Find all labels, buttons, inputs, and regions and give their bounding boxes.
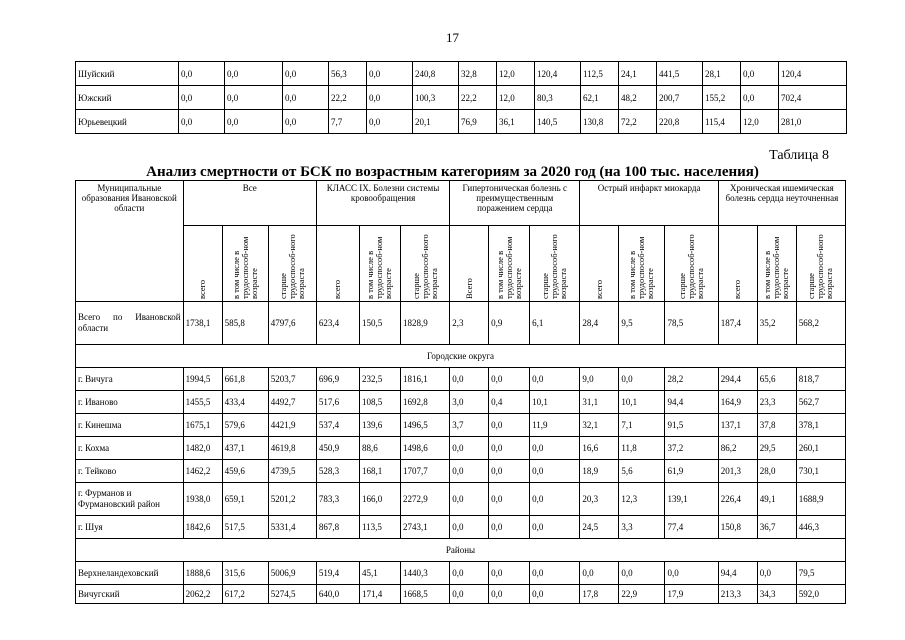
subheader-label: в том числе в трудоспособ-ном возрасте xyxy=(494,236,523,299)
value-cell: 164,9 xyxy=(718,391,757,414)
mortality-table xyxy=(75,180,846,604)
table-title: Анализ смертности от БСК по возрастным категориям за 2020 год (на 100 тыс. населения) xyxy=(146,164,759,180)
value-cell: 818,7 xyxy=(796,368,845,391)
table-row xyxy=(76,368,846,391)
value-cell: 5,6 xyxy=(619,460,665,483)
row-label: г. Шуя xyxy=(76,516,184,539)
value-cell: 0,0 xyxy=(530,483,580,516)
value-cell: 1496,5 xyxy=(400,414,449,437)
value-cell: 5203,7 xyxy=(268,368,316,391)
value-cell: 0,0 xyxy=(489,483,530,516)
header-group-class-ix: КЛАСС IX. Болезни системы кровообращения xyxy=(316,181,449,226)
value-cell: 226,4 xyxy=(718,483,757,516)
value-cell: 459,6 xyxy=(222,460,268,483)
value-cell: 702,4 xyxy=(779,86,847,110)
value-cell: 17,8 xyxy=(580,585,619,604)
value-cell: 11,8 xyxy=(619,437,665,460)
value-cell: 28,4 xyxy=(580,302,619,345)
table-row xyxy=(76,437,846,460)
value-cell: 61,9 xyxy=(665,460,718,483)
value-cell: 0,0 xyxy=(530,516,580,539)
value-cell: 0,0 xyxy=(489,585,530,604)
value-cell: 5331,4 xyxy=(268,516,316,539)
value-cell: 213,3 xyxy=(718,585,757,604)
value-cell: 1482,0 xyxy=(183,437,222,460)
row-label: Шуйский xyxy=(76,62,179,86)
value-cell: 72,2 xyxy=(619,110,657,134)
value-cell: 281,0 xyxy=(779,110,847,134)
value-cell: 0,0 xyxy=(530,460,580,483)
value-cell: 91,5 xyxy=(665,414,718,437)
value-cell: 585,8 xyxy=(222,302,268,345)
value-cell: 3,0 xyxy=(450,391,489,414)
value-cell: 12,0 xyxy=(741,110,779,134)
value-cell: 17,9 xyxy=(665,585,718,604)
value-cell: 65,6 xyxy=(757,368,796,391)
subheader-label: в том числе в трудоспособ-ном возрасте xyxy=(365,236,394,299)
value-cell: 0,0 xyxy=(450,562,489,585)
value-cell: 0,0 xyxy=(179,86,225,110)
row-label: Верхнеландеховский xyxy=(76,562,184,585)
value-cell: 115,4 xyxy=(703,110,741,134)
value-cell: 32,8 xyxy=(459,62,497,86)
value-cell: 0,0 xyxy=(179,62,225,86)
value-cell: 450,9 xyxy=(316,437,359,460)
row-label: г. Вичуга xyxy=(76,368,184,391)
value-cell: 20,3 xyxy=(580,483,619,516)
value-cell: 0,4 xyxy=(489,391,530,414)
table-row xyxy=(76,585,846,604)
value-cell: 120,4 xyxy=(535,62,581,86)
table-row xyxy=(76,562,846,585)
value-cell: 0,0 xyxy=(450,516,489,539)
subheader-label: старше трудоспособ-ного возраста xyxy=(277,233,306,299)
value-cell: 11,9 xyxy=(530,414,580,437)
value-cell: 1994,5 xyxy=(183,368,222,391)
value-cell: 0,0 xyxy=(283,110,329,134)
continued-table xyxy=(75,61,847,134)
value-cell: 140,5 xyxy=(535,110,581,134)
value-cell: 0,0 xyxy=(741,86,779,110)
value-cell: 1842,6 xyxy=(183,516,222,539)
value-cell: 100,3 xyxy=(413,86,459,110)
value-cell: 94,4 xyxy=(718,562,757,585)
value-cell: 130,8 xyxy=(581,110,619,134)
value-cell: 108,5 xyxy=(359,391,400,414)
value-cell: 0,9 xyxy=(489,302,530,345)
page-number: 17 xyxy=(446,30,459,45)
value-cell: 4797,6 xyxy=(268,302,316,345)
value-cell: 2743,1 xyxy=(400,516,449,539)
value-cell: 0,0 xyxy=(489,516,530,539)
value-cell: 730,1 xyxy=(796,460,845,483)
value-cell: 10,1 xyxy=(619,391,665,414)
value-cell: 77,4 xyxy=(665,516,718,539)
subheader-label: всего xyxy=(593,279,604,299)
header-row-subcolumns xyxy=(76,226,846,302)
value-cell: 0,0 xyxy=(450,585,489,604)
value-cell: 86,2 xyxy=(718,437,757,460)
value-cell: 201,3 xyxy=(718,460,757,483)
section-city-districts xyxy=(76,345,846,368)
value-cell: 1888,6 xyxy=(183,562,222,585)
value-cell: 5006,9 xyxy=(268,562,316,585)
value-cell: 5201,2 xyxy=(268,483,316,516)
value-cell: 2062,2 xyxy=(183,585,222,604)
table-row xyxy=(76,391,846,414)
value-cell: 32,1 xyxy=(580,414,619,437)
value-cell: 0,0 xyxy=(489,460,530,483)
value-cell: 36,7 xyxy=(757,516,796,539)
header-group-chronic-ischemic: Хроническая ишемическая болезнь сердца неуточненная xyxy=(718,181,845,226)
value-cell: 34,3 xyxy=(757,585,796,604)
value-cell: 80,3 xyxy=(535,86,581,110)
value-cell: 37,2 xyxy=(665,437,718,460)
value-cell: 232,5 xyxy=(359,368,400,391)
value-cell: 120,4 xyxy=(779,62,847,86)
section-label: Городские округа xyxy=(76,345,846,368)
value-cell: 1738,1 xyxy=(183,302,222,345)
subheader-label: всего xyxy=(332,279,343,299)
value-cell: 150,8 xyxy=(718,516,757,539)
value-cell: 12,0 xyxy=(497,62,535,86)
row-label: Южский xyxy=(76,86,179,110)
value-cell: 1440,3 xyxy=(400,562,449,585)
value-cell: 0,0 xyxy=(283,86,329,110)
value-cell: 0,0 xyxy=(580,562,619,585)
value-cell: 78,5 xyxy=(665,302,718,345)
value-cell: 0,0 xyxy=(489,368,530,391)
value-cell: 18,9 xyxy=(580,460,619,483)
value-cell: 7,1 xyxy=(619,414,665,437)
value-cell: 166,0 xyxy=(359,483,400,516)
table-row xyxy=(76,460,846,483)
mortality-table-body xyxy=(76,181,846,604)
value-cell: 2272,9 xyxy=(400,483,449,516)
value-cell: 79,5 xyxy=(796,562,845,585)
subheader-cell xyxy=(450,226,489,302)
row-label: Всего по Ивановской области xyxy=(76,302,184,345)
value-cell: 56,3 xyxy=(329,62,367,86)
value-cell: 6,1 xyxy=(530,302,580,345)
value-cell: 4421,9 xyxy=(268,414,316,437)
value-cell: 28,2 xyxy=(665,368,718,391)
subheader-label: старше трудоспособ-ного возраста xyxy=(806,233,835,299)
value-cell: 24,5 xyxy=(580,516,619,539)
value-cell: 76,9 xyxy=(459,110,497,134)
table-row xyxy=(76,414,846,437)
subheader-cell xyxy=(718,226,757,302)
value-cell: 3,3 xyxy=(619,516,665,539)
header-group-all: Все xyxy=(183,181,316,226)
value-cell: 49,1 xyxy=(757,483,796,516)
subheader-label: всего xyxy=(197,279,208,299)
subheader-label: старше трудоспособ-ного возраста xyxy=(677,233,706,299)
value-cell: 260,1 xyxy=(796,437,845,460)
value-cell: 0,0 xyxy=(450,483,489,516)
value-cell: 433,4 xyxy=(222,391,268,414)
value-cell: 294,4 xyxy=(718,368,757,391)
value-cell: 150,5 xyxy=(359,302,400,345)
subheader-cell xyxy=(665,226,718,302)
row-label: г. Иваново xyxy=(76,391,184,414)
value-cell: 867,8 xyxy=(316,516,359,539)
table-row xyxy=(76,86,847,110)
value-cell: 3,7 xyxy=(450,414,489,437)
value-cell: 9,0 xyxy=(580,368,619,391)
value-cell: 1816,1 xyxy=(400,368,449,391)
value-cell: 12,3 xyxy=(619,483,665,516)
subheader-label: старше трудоспособ-ного возраста xyxy=(540,233,569,299)
value-cell: 24,1 xyxy=(619,62,657,86)
value-cell: 562,7 xyxy=(796,391,845,414)
section-districts xyxy=(76,539,846,562)
value-cell: 0,0 xyxy=(489,562,530,585)
value-cell: 36,1 xyxy=(497,110,535,134)
table-number: Таблица 8 xyxy=(769,148,829,163)
subheader-label: в том числе в трудоспособ-ном возрасте xyxy=(762,236,791,299)
value-cell: 0,0 xyxy=(367,110,413,134)
value-cell: 0,0 xyxy=(450,437,489,460)
header-group-infarction: Острый инфаркт миокарда xyxy=(580,181,718,226)
subheader-label: старше трудоспособ-ного возраста xyxy=(410,233,439,299)
value-cell: 5274,5 xyxy=(268,585,316,604)
value-cell: 45,1 xyxy=(359,562,400,585)
value-cell: 0,0 xyxy=(450,368,489,391)
value-cell: 4739,5 xyxy=(268,460,316,483)
value-cell: 0,0 xyxy=(619,562,665,585)
value-cell: 783,3 xyxy=(316,483,359,516)
value-cell: 220,8 xyxy=(657,110,703,134)
value-cell: 29,5 xyxy=(757,437,796,460)
value-cell: 200,7 xyxy=(657,86,703,110)
subheader-cell xyxy=(489,226,530,302)
value-cell: 0,0 xyxy=(283,62,329,86)
value-cell: 0,0 xyxy=(665,562,718,585)
value-cell: 0,0 xyxy=(530,437,580,460)
value-cell: 537,4 xyxy=(316,414,359,437)
value-cell: 139,1 xyxy=(665,483,718,516)
section-label: Районы xyxy=(76,539,846,562)
value-cell: 617,2 xyxy=(222,585,268,604)
value-cell: 446,3 xyxy=(796,516,845,539)
row-label: г. Тейково xyxy=(76,460,184,483)
total-row xyxy=(76,302,846,345)
value-cell: 1462,2 xyxy=(183,460,222,483)
row-label: г. Фурманов и Фурмановский район xyxy=(76,483,184,516)
value-cell: 640,0 xyxy=(316,585,359,604)
value-cell: 16,6 xyxy=(580,437,619,460)
row-label: г. Кохма xyxy=(76,437,184,460)
header-group-hypertension: Гипертоническая болезнь с преимущественным поражением сердца xyxy=(450,181,580,226)
value-cell: 2,3 xyxy=(450,302,489,345)
value-cell: 10,1 xyxy=(530,391,580,414)
table-row xyxy=(76,110,847,134)
value-cell: 48,2 xyxy=(619,86,657,110)
value-cell: 1938,0 xyxy=(183,483,222,516)
value-cell: 378,1 xyxy=(796,414,845,437)
value-cell: 1828,9 xyxy=(400,302,449,345)
value-cell: 592,0 xyxy=(796,585,845,604)
value-cell: 0,0 xyxy=(225,62,283,86)
value-cell: 94,4 xyxy=(665,391,718,414)
value-cell: 0,0 xyxy=(450,460,489,483)
value-cell: 1498,6 xyxy=(400,437,449,460)
table-row xyxy=(76,516,846,539)
subheader-label: в том числе в трудоспособ-ном возрасте xyxy=(230,236,259,299)
value-cell: 659,1 xyxy=(222,483,268,516)
value-cell: 437,1 xyxy=(222,437,268,460)
value-cell: 113,5 xyxy=(359,516,400,539)
value-cell: 1692,8 xyxy=(400,391,449,414)
value-cell: 0,0 xyxy=(619,368,665,391)
value-cell: 37,8 xyxy=(757,414,796,437)
value-cell: 0,0 xyxy=(489,437,530,460)
value-cell: 661,8 xyxy=(222,368,268,391)
value-cell: 0,0 xyxy=(367,62,413,86)
value-cell: 7,7 xyxy=(329,110,367,134)
subheader-cell xyxy=(757,226,796,302)
subheader-cell xyxy=(359,226,400,302)
value-cell: 31,1 xyxy=(580,391,619,414)
value-cell: 568,2 xyxy=(796,302,845,345)
subheader-cell xyxy=(580,226,619,302)
value-cell: 1668,5 xyxy=(400,585,449,604)
value-cell: 9,5 xyxy=(619,302,665,345)
value-cell: 112,5 xyxy=(581,62,619,86)
value-cell: 0,0 xyxy=(225,110,283,134)
value-cell: 20,1 xyxy=(413,110,459,134)
value-cell: 0,0 xyxy=(757,562,796,585)
value-cell: 28,1 xyxy=(703,62,741,86)
row-label: г. Кинешма xyxy=(76,414,184,437)
subheader-cell xyxy=(796,226,845,302)
value-cell: 0,0 xyxy=(367,86,413,110)
value-cell: 517,5 xyxy=(222,516,268,539)
row-label: Юрьевецкий xyxy=(76,110,179,134)
value-cell: 315,6 xyxy=(222,562,268,585)
value-cell: 1455,5 xyxy=(183,391,222,414)
value-cell: 22,2 xyxy=(329,86,367,110)
value-cell: 0,0 xyxy=(489,414,530,437)
value-cell: 0,0 xyxy=(225,86,283,110)
subheader-label: Всего xyxy=(463,277,474,299)
value-cell: 0,0 xyxy=(530,368,580,391)
value-cell: 187,4 xyxy=(718,302,757,345)
subheader-cell xyxy=(316,226,359,302)
value-cell: 0,0 xyxy=(530,562,580,585)
value-cell: 1675,1 xyxy=(183,414,222,437)
subheader-cell xyxy=(400,226,449,302)
value-cell: 517,6 xyxy=(316,391,359,414)
subheader-cell xyxy=(530,226,580,302)
value-cell: 88,6 xyxy=(359,437,400,460)
value-cell: 4619,8 xyxy=(268,437,316,460)
value-cell: 155,2 xyxy=(703,86,741,110)
header-row-groups xyxy=(76,181,846,226)
value-cell: 1707,7 xyxy=(400,460,449,483)
value-cell: 623,4 xyxy=(316,302,359,345)
subheader-label: в том числе в трудоспособ-ном возрасте xyxy=(627,236,656,299)
value-cell: 0,0 xyxy=(530,585,580,604)
value-cell: 12,0 xyxy=(497,86,535,110)
value-cell: 137,1 xyxy=(718,414,757,437)
row-label: Вичугский xyxy=(76,585,184,604)
header-municipality: Муниципальные образования Ивановской области xyxy=(76,181,184,302)
value-cell: 1688,9 xyxy=(796,483,845,516)
value-cell: 35,2 xyxy=(757,302,796,345)
subheader-cell xyxy=(619,226,665,302)
value-cell: 139,6 xyxy=(359,414,400,437)
value-cell: 62,1 xyxy=(581,86,619,110)
subheader-cell xyxy=(268,226,316,302)
subheader-label: всего xyxy=(732,279,743,299)
value-cell: 0,0 xyxy=(179,110,225,134)
value-cell: 168,1 xyxy=(359,460,400,483)
value-cell: 696,9 xyxy=(316,368,359,391)
subheader-cell xyxy=(222,226,268,302)
value-cell: 0,0 xyxy=(741,62,779,86)
value-cell: 519,4 xyxy=(316,562,359,585)
value-cell: 22,2 xyxy=(459,86,497,110)
value-cell: 22,9 xyxy=(619,585,665,604)
value-cell: 579,6 xyxy=(222,414,268,437)
table-row xyxy=(76,483,846,516)
value-cell: 528,3 xyxy=(316,460,359,483)
value-cell: 23,3 xyxy=(757,391,796,414)
value-cell: 4492,7 xyxy=(268,391,316,414)
value-cell: 441,5 xyxy=(657,62,703,86)
subheader-cell xyxy=(183,226,222,302)
value-cell: 28,0 xyxy=(757,460,796,483)
value-cell: 240,8 xyxy=(413,62,459,86)
table-row xyxy=(76,62,847,86)
value-cell: 171,4 xyxy=(359,585,400,604)
continued-table-body xyxy=(76,62,847,134)
